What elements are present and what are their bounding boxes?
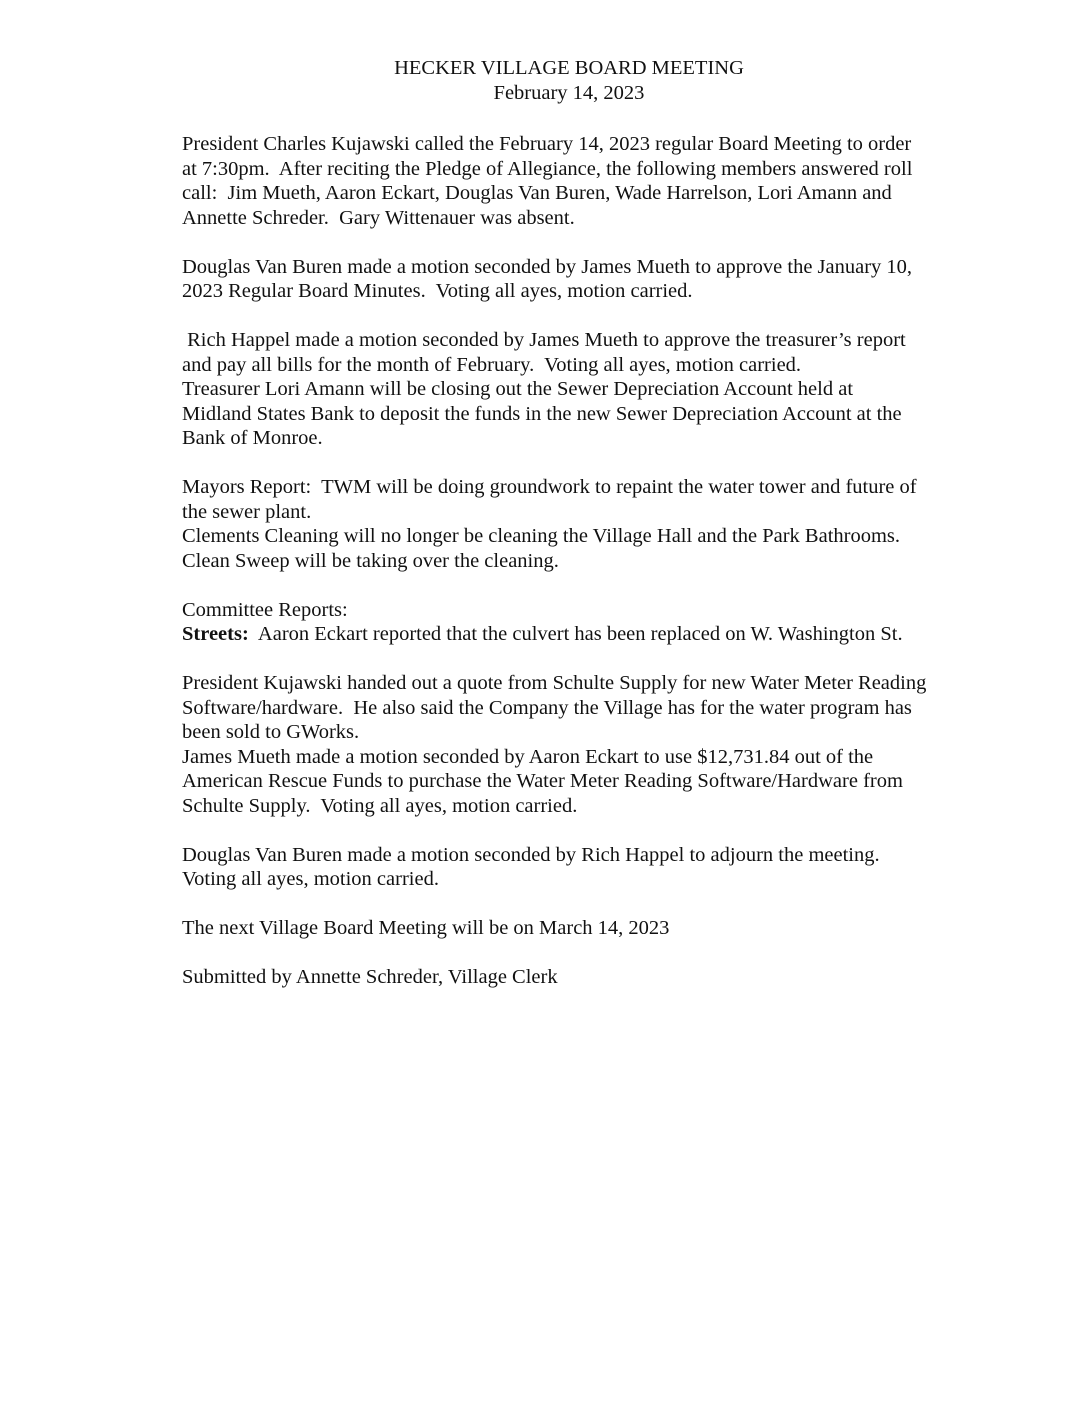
document-header bbox=[0, 56, 1088, 105]
text-line: President Charles Kujawski called the February 14, 2023 regular Board Meeting to order bbox=[182, 133, 912, 155]
text-line: and pay all bills for the month of February. Voting all ayes, motion carried. bbox=[182, 353, 802, 376]
next-meeting-paragraph bbox=[182, 916, 982, 941]
text-line: Mayors Report: TWM will be doing groundwork to repaint the water tower and future of bbox=[182, 476, 917, 498]
streets-label: Streets: bbox=[182, 623, 249, 645]
text-line: Schulte Supply. Voting all ayes, motion carried. bbox=[182, 794, 578, 817]
text-line: Douglas Van Buren made a motion seconded by James Mueth to approve the January 10, bbox=[182, 255, 913, 278]
streets-text: Aaron Eckart reported that the culvert has been replaced on W. Washington St. bbox=[248, 623, 903, 645]
text-line: at 7:30pm. After reciting the Pledge of Allegiance, the following members answered roll bbox=[182, 157, 913, 180]
committee-reports-paragraph bbox=[182, 598, 982, 647]
text-line: Clean Sweep will be taking over the cleaning. bbox=[182, 549, 559, 572]
meeting-date: February 14, 2023 bbox=[493, 81, 645, 104]
water-meter-paragraph bbox=[182, 671, 982, 818]
next-meeting-line: The next Village Board Meeting will be on March 14, 2023 bbox=[182, 917, 670, 939]
text-line: Douglas Van Buren made a motion seconded by Rich Happel to adjourn the meeting. bbox=[182, 843, 880, 866]
committee-reports-heading: Committee Reports: bbox=[182, 598, 348, 621]
minutes-motion-paragraph bbox=[182, 255, 982, 304]
text-line: American Rescue Funds to purchase the Water Meter Reading Software/Hardware from bbox=[182, 770, 903, 792]
treasurer-motion-paragraph bbox=[182, 328, 982, 451]
mayors-report-paragraph bbox=[182, 475, 982, 573]
text-line: Software/hardware. He also said the Company the Village has for the water program has bbox=[182, 696, 912, 719]
text-line: Voting all ayes, motion carried. bbox=[182, 868, 439, 890]
submitted-by-line: Submitted by Annette Schreder, Village Clerk bbox=[182, 966, 558, 988]
text-line: Treasurer Lori Amann will be closing out the Sewer Depreciation Account held at bbox=[182, 378, 854, 400]
text-line: call: Jim Mueth, Aaron Eckart, Douglas Van Buren, Wade Harrelson, Lori Amann and bbox=[182, 182, 892, 204]
text-line: Clements Cleaning will no longer be cleaning the Village Hall and the Park Bathrooms. bbox=[182, 525, 901, 547]
adjourn-paragraph bbox=[182, 843, 982, 892]
text-line: the sewer plant. bbox=[182, 500, 312, 523]
streets-report-line bbox=[182, 622, 982, 647]
text-line: Annette Schreder. Gary Wittenauer was absent. bbox=[182, 206, 575, 229]
call-to-order-paragraph bbox=[182, 132, 982, 230]
text-line: Rich Happel made a motion seconded by James Mueth to approve the treasurer’s report bbox=[182, 329, 906, 351]
text-line: 2023 Regular Board Minutes. Voting all ayes, motion carried. bbox=[182, 280, 693, 302]
text-line: President Kujawski handed out a quote from Schulte Supply for new Water Meter Reading bbox=[182, 672, 927, 694]
text-line: been sold to GWorks. bbox=[182, 721, 360, 743]
submitted-by-paragraph bbox=[182, 965, 982, 990]
document-body bbox=[182, 132, 982, 990]
text-line: Midland States Bank to deposit the funds in the new Sewer Depreciation Account at the bbox=[182, 402, 902, 425]
text-line: James Mueth made a motion seconded by Aaron Eckart to use $12,731.84 out of the bbox=[182, 745, 874, 768]
document-title: HECKER VILLAGE BOARD MEETING bbox=[394, 57, 744, 79]
text-line: Bank of Monroe. bbox=[182, 427, 323, 449]
